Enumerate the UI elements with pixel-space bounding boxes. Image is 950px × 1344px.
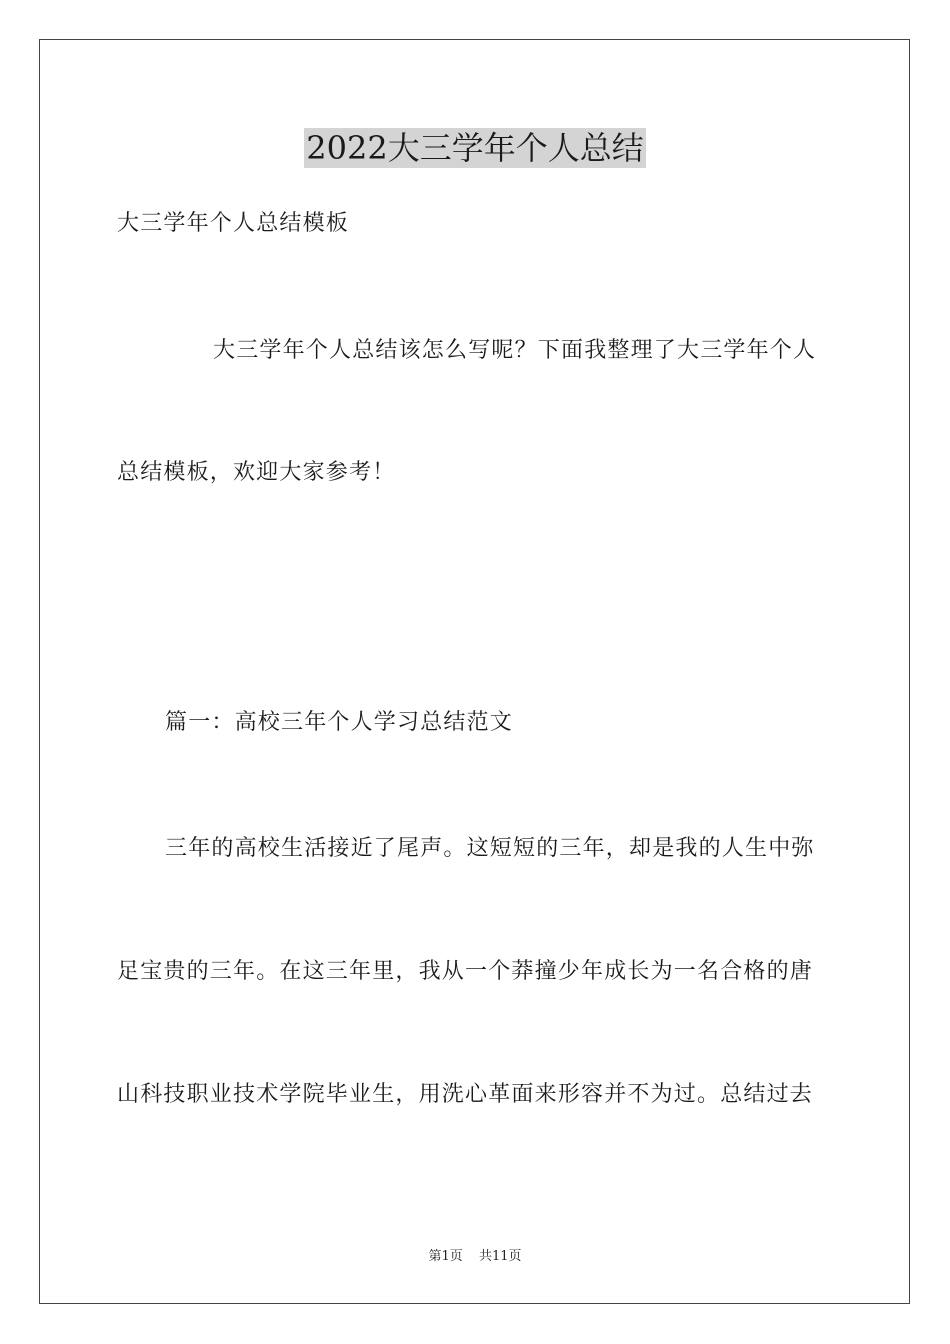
page-footer [0,1248,950,1266]
intro-line-1: 大三学年个人总结该怎么写呢？下面我整理了大三学年个人 [213,338,817,363]
page-total: 共11页 [478,1249,522,1264]
body-line-2: 足宝贵的三年。在这三年里，我从一个莽撞少年成长为一名合格的唐 [117,959,814,984]
section-heading: 篇一：高校三年个人学习总结范文 [165,710,514,735]
intro-line-2: 总结模板，欢迎大家参考！ [117,460,396,485]
body-line-1: 三年的高校生活接近了尾声。这短短的三年，却是我的人生中弥 [165,836,815,861]
document-title: 2022大三学年个人总结 [306,129,644,167]
page-number: 第1页 [428,1249,463,1264]
title-container [0,128,950,168]
body-line-3: 山科技职业技术学院毕业生，用洗心革面来形容并不为过。总结过去 [117,1082,814,1107]
document-subtitle: 大三学年个人总结模板 [117,211,350,236]
